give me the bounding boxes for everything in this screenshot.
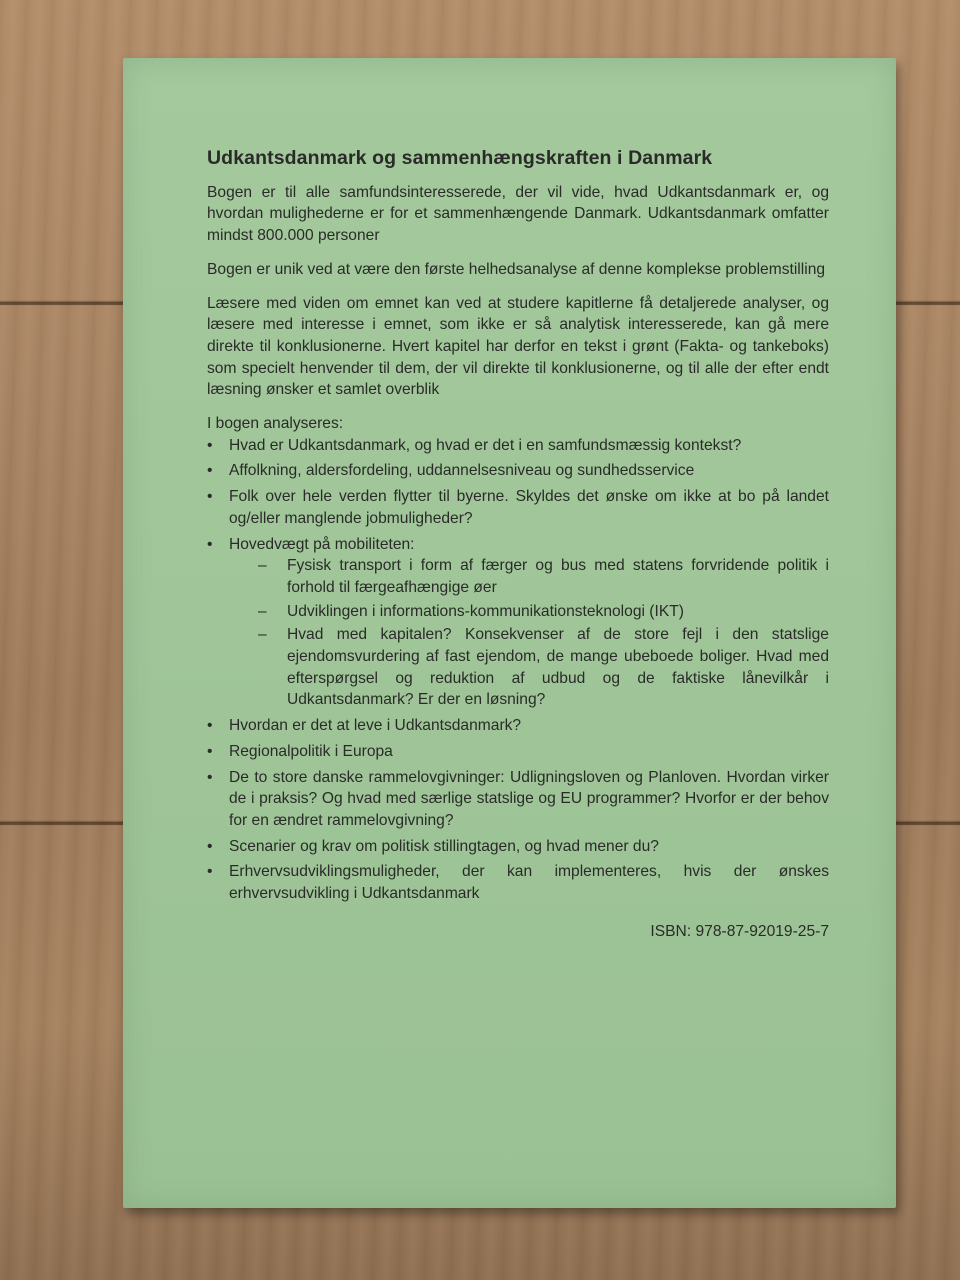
list-item-mobility [207, 534, 829, 712]
isbn-number: ISBN: 978-87-92019-25-7 [650, 922, 829, 940]
list-item: • Hvad er Udkantsdanmark, og hvad er det i en samfundsmæssig kontekst? [207, 435, 829, 457]
list-item-label: Hovedvægt på mobiliteten: [229, 535, 415, 553]
cover-text-block [207, 148, 829, 943]
paragraph-readers: Læsere med viden om emnet kan ved at studere kapitlerne få detaljerede analyser, og læsere med interesse i emnet, som ikke er så analytisk interesserede, kan gå mere direkte til konklusionerne. Hvert kapitel har derfor en tekst i grønt (Fakta- og tankeboks) som specielt henvender til dem, der vil direkte til konklusionerne, og til alle der efter endt læsning ønsker et samlet overblik [207, 294, 829, 399]
paragraph-unique: Bogen er unik ved at være den første helhedsanalyse af denne komplekse problemstilling [207, 260, 826, 278]
list-item: • De to store danske rammelovgivninger: Udligningsloven og Planloven. Hvordan virker de i praksis? Og hvad med særlige statslige og EU programmer? Hvorfor er der behov for en ændret rammelovgivning? [207, 767, 829, 832]
list-item: • Hvordan er det at leve i Udkantsdanmark? [207, 715, 829, 737]
sub-list-item: – Hvad med kapitalen? Konsekvenser af de store fejl i den statslige ejendomsvurdering af fast ejendom, de mange ubeboede boliger. Hvad med efterspørgsel og reduktion af udbud og de faktiske lånevilkår i Udkantsdanmark? Er der en løsning? [258, 624, 829, 711]
book-back-cover [123, 58, 896, 1208]
list-item: • Regionalpolitik i Europa [207, 741, 829, 763]
mobility-sub-list [229, 555, 829, 711]
sub-list-item: – Fysisk transport i form af færger og bus med statens forvridende politik i forhold til færgeafhængige øer [258, 555, 829, 598]
book-title: Udkantsdanmark og sammenhængskraften i Danmark [207, 147, 713, 169]
list-item: • Erhvervsudviklingsmuligheder, der kan implementeres, hvis der ønskes erhvervsudvikling i Udkantsdanmark [207, 861, 829, 904]
list-item: • Scenarier og krav om politisk stillingtagen, og hvad mener du? [207, 836, 829, 858]
analysis-topic-list [207, 435, 829, 905]
paragraph-audience: Bogen er til alle samfundsinteresserede, der vil vide, hvad Udkantsdanmark er, og hvordan mulighederne er for et sammenhængende Danmark. Udkantsdanmark omfatter mindst 800.000 personer [207, 183, 829, 245]
list-intro: I bogen analyseres: [207, 415, 344, 433]
list-item: • Affolkning, aldersfordeling, uddannelsesniveau og sundhedsservice [207, 460, 829, 482]
list-item: • Folk over hele verden flytter til byerne. Skyldes det ønske om ikke at bo på landet og/eller manglende jobmuligheder? [207, 486, 829, 529]
sub-list-item: – Udviklingen i informations-kommunikationsteknologi (IKT) [258, 601, 829, 623]
